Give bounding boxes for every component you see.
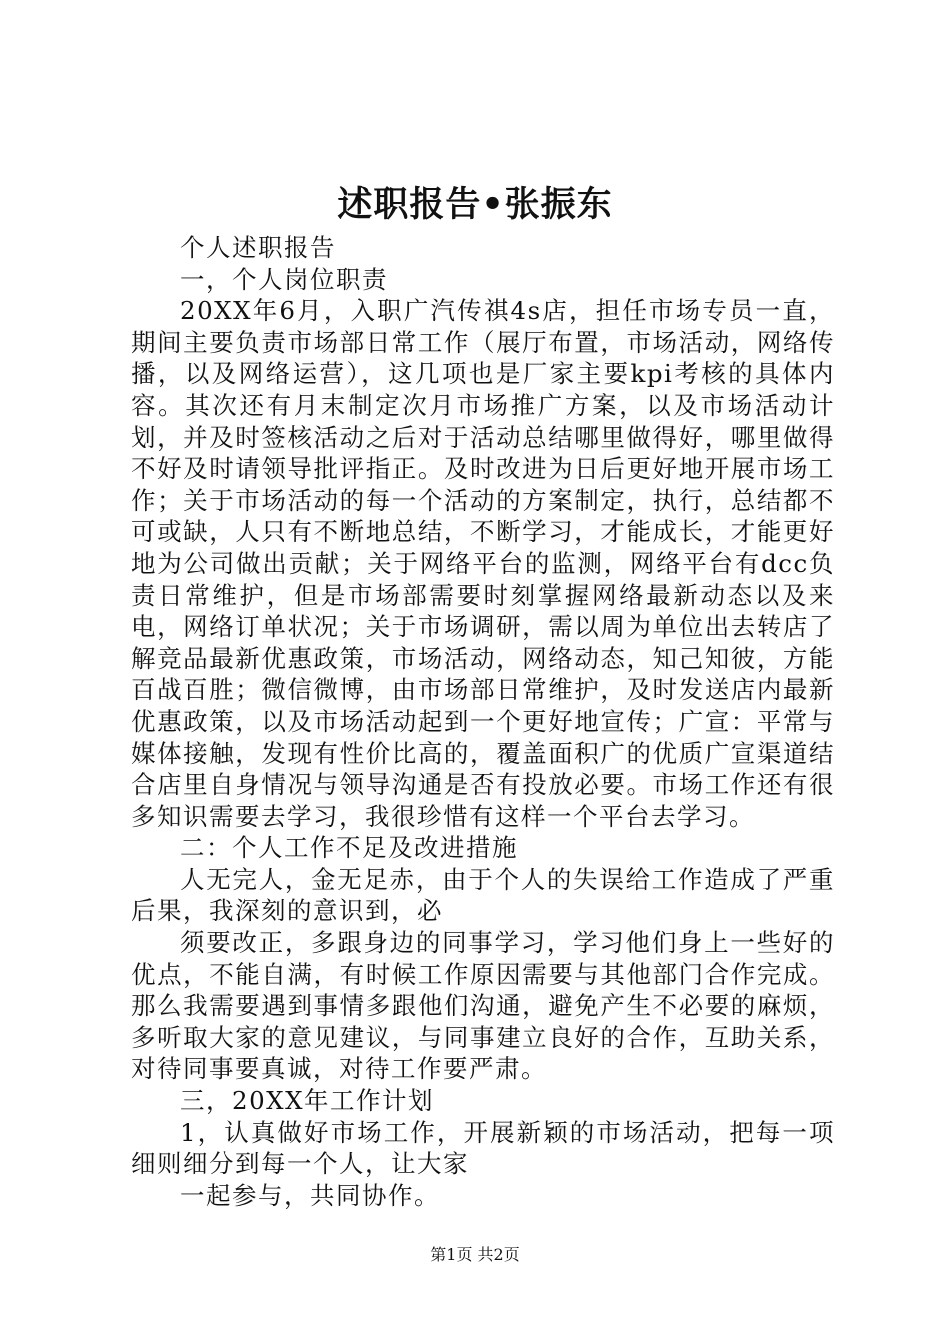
paragraph: 须要改正，多跟身边的同事学习，学习他们身上一些好的优点，不能自满，有时候工作原因需要与其他部门合作完成。那么我需要遇到事情多跟他们沟通，避免产生不必要的麻烦，多听取大家的意见建议，与同事建立良好的合作，互助关系，对待同事要真诚，对待工作要严肃。 [131,928,835,1084]
paragraph: 个人述职报告 [180,233,336,262]
document-body [131,232,835,1211]
section-heading: 二：个人工作不足及改进措施 [180,833,518,863]
paragraph: 人无完人，金无足赤，由于个人的失误给工作造成了严重后果，我深刻的意识到，必 [131,864,835,926]
section-heading: 一，个人岗位职责 [180,264,388,294]
page-number: 第1页 共2页 [430,1245,520,1264]
document-title: 述职报告•张振东 [337,184,613,225]
paragraph: 20XX年6月，入职广汽传祺4s店，担任市场专员一直，期间主要负责市场部日常工作（展厅布置，市场活动，网络传播，以及网络运营），这几项也是厂家主要kpi考核的具体内容。其次还有月末制定次月市场推广方案，以及市场活动计划，并及时签核活动之后对于活动总结哪里做得好，哪里做得不好及时请领导批评指正。及时改进为日后更好地开展市场工作；关于市场活动的每一个活动的方案制定，执行，总结都不可或缺，人只有不断地总结，不断学习，才能成长，才能更好地为公司做出贡献；关于网络平台的监测，网络平台有dcc负责日常维护，但是市场部需要时刻掌握网络最新动态以及来电，网络订单状况；关于市场调研，需以周为单位出去转店了解竞品最新优惠政策，市场活动，网络动态，知己知彼，方能百战百胜；微信微博，由市场部日常维护，及时发送店内最新优惠政策，以及市场活动起到一个更好地宣传；广宣：平常与媒体接触，发现有性价比高的，覆盖面积广的优质广宣渠道结合店里自身情况与领导沟通是否有投放必要。市场工作还有很多知识需要去学习，我很珍惜有这样一个平台去学习。 [131,296,835,831]
section-heading: 三，20XX年工作计划 [180,1086,435,1116]
paragraph: 1，认真做好市场工作，开展新颖的市场活动，把每一项细则细分到每一个人，让大家 [131,1117,835,1179]
paragraph: 一起参与，共同协作。 [180,1180,440,1210]
